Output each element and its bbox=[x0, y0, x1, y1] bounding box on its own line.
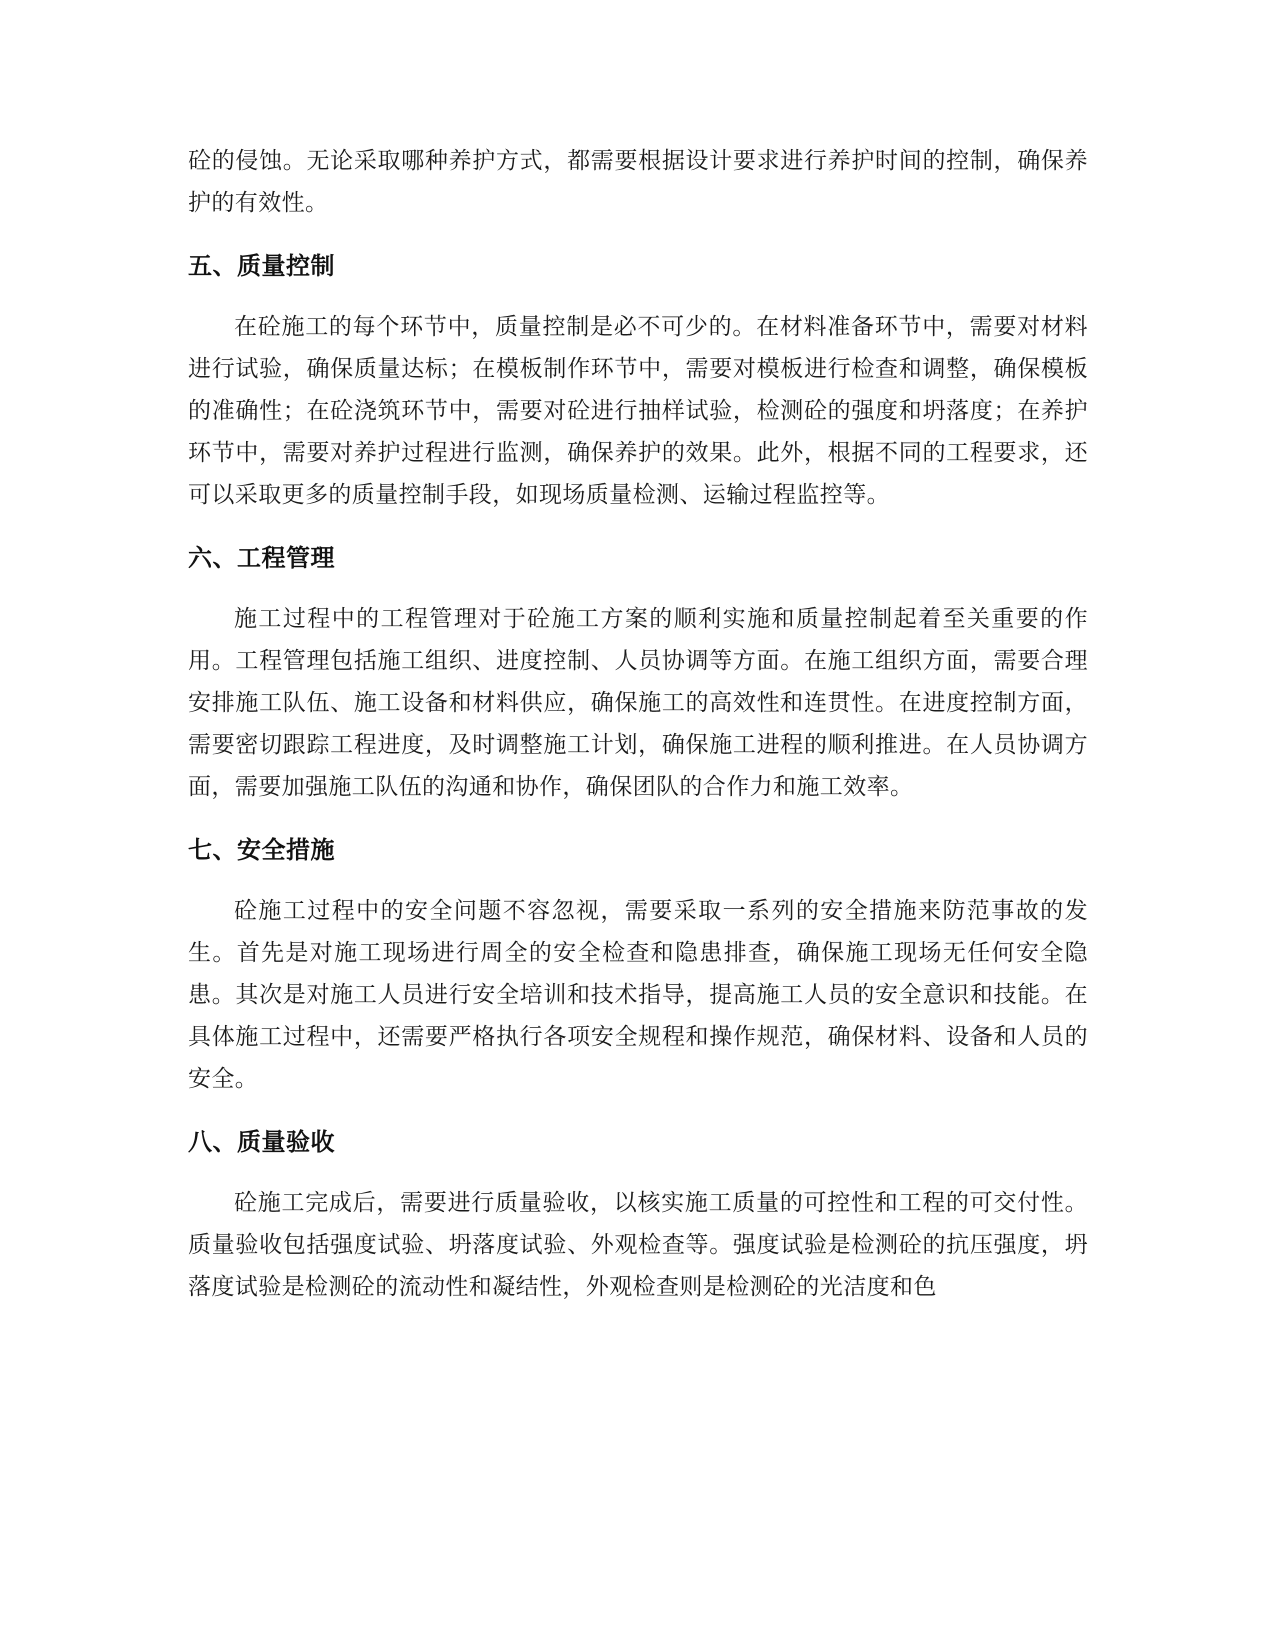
section-heading-quality-control: 五、质量控制 bbox=[188, 252, 335, 280]
section-body-project-management: 施工过程中的工程管理对于砼施工方案的顺利实施和质量控制起着至关重要的作用。工程管理包括施工组织、进度控制、人员协调等方面。在施工组织方面，需要合理安排施工队伍、施工设备和材料供应，确保施工的高效性和连贯性。在进度控制方面，需要密切跟踪工程进度，及时调整施工计划，确保施工进程的顺利推进。在人员协调方面，需要加强施工队伍的沟通和协作，确保团队的合作力和施工效率。 bbox=[188, 606, 1088, 800]
section-body-safety-measures: 砼施工过程中的安全问题不容忽视，需要采取一系列的安全措施来防范事故的发生。首先是对施工现场进行周全的安全检查和隐患排查，确保施工现场无任何安全隐患。其次是对施工人员进行安全培训和技术指导，提高施工人员的安全意识和技能。在具体施工过程中，还需要严格执行各项安全规程和操作规范，确保材料、设备和人员的安全。 bbox=[188, 898, 1088, 1092]
section-body-quality-control: 在砼施工的每个环节中，质量控制是必不可少的。在材料准备环节中，需要对材料进行试验，确保质量达标；在模板制作环节中，需要对模板进行检查和调整，确保模板的准确性；在砼浇筑环节中，需要对砼进行抽样试验，检测砼的强度和坍落度；在养护环节中，需要对养护过程进行监测，确保养护的效果。此外，根据不同的工程要求，还可以采取更多的质量控制手段，如现场质量检测、运输过程监控等。 bbox=[188, 314, 1088, 508]
section-body-quality-acceptance: 砼施工完成后，需要进行质量验收，以核实施工质量的可控性和工程的可交付性。质量验收包括强度试验、坍落度试验、外观检查等。强度试验是检测砼的抗压强度，坍落度试验是检测砼的流动性和凝结性，外观检查则是检测砼的光洁度和色 bbox=[188, 1190, 1088, 1300]
document-body bbox=[188, 140, 1088, 1308]
section-heading-quality-acceptance: 八、质量验收 bbox=[188, 1128, 335, 1156]
intro-paragraph: 砼的侵蚀。无论采取哪种养护方式，都需要根据设计要求进行养护时间的控制，确保养护的有效性。 bbox=[188, 148, 1088, 216]
section-heading-safety-measures: 七、安全措施 bbox=[188, 836, 335, 864]
section-heading-project-management: 六、工程管理 bbox=[188, 544, 335, 572]
